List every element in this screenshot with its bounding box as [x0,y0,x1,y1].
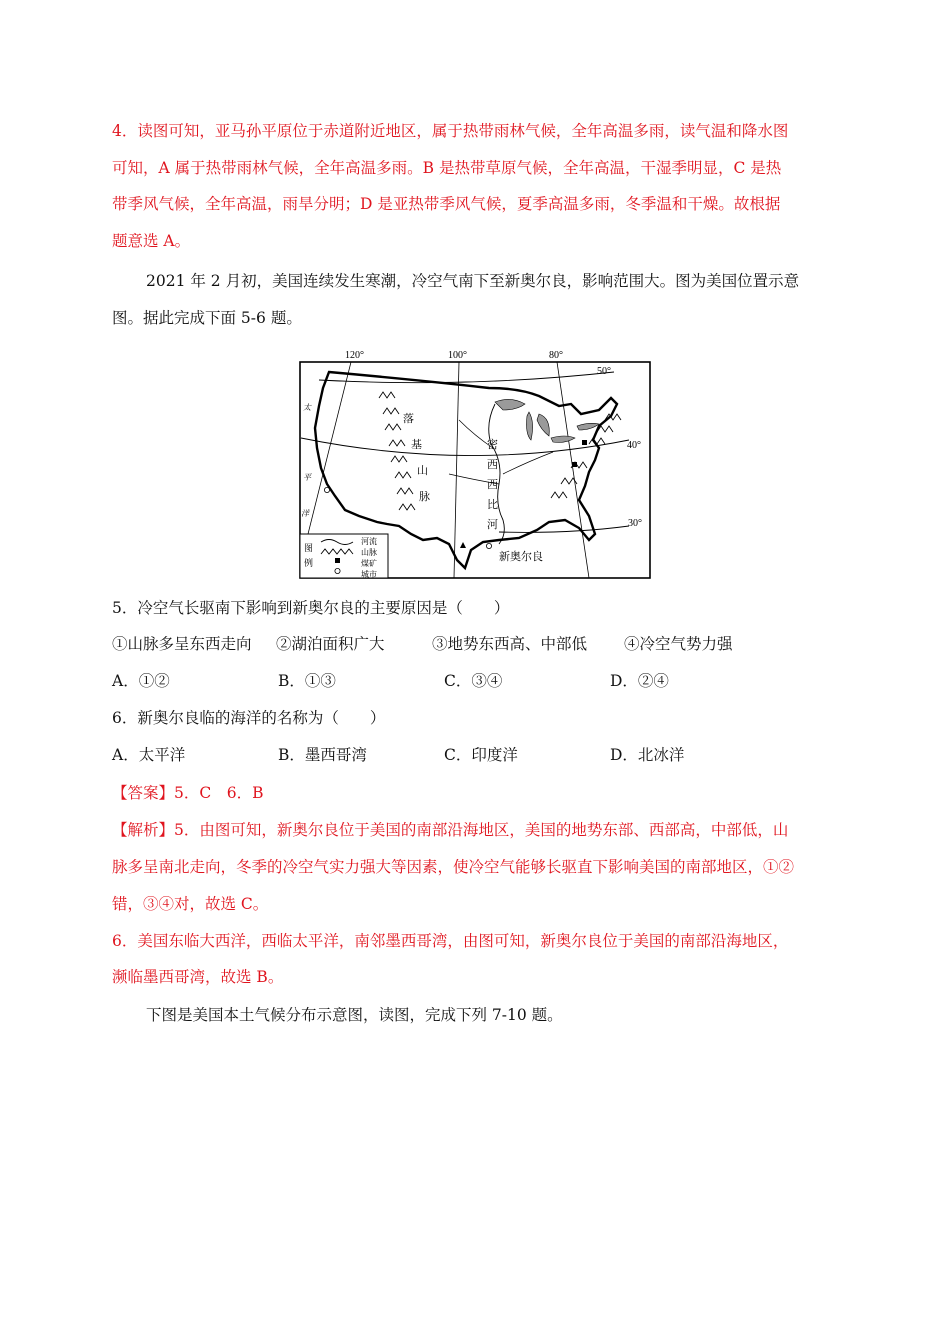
question-6-stem: 6．新奥尔良临的海洋的名称为（ ） [112,709,386,727]
explanation-4-line-4: 题意选 A。 [112,232,191,250]
latitude-label-30: 30° [628,518,642,529]
longitude-label-120: 120° [345,350,364,361]
svg-text:西: 西 [487,458,498,471]
analysis-line-5: 濒临墨西哥湾，故选 B。 [112,968,284,986]
answer-line: 【答案】5．C 6．B [112,784,264,802]
new-orleans-label: 新奥尔良 [499,550,543,563]
svg-text:城市: 城市 [361,570,377,579]
longitude-label-100: 100° [448,350,467,361]
analysis-line-3: 错，③④对，故选 C。 [112,895,269,913]
analysis-line-2: 脉多呈南北走向，冬季的冷空气实力强大等因素，使冷空气能够长驱直下影响美国的南部地区，①② [112,858,795,876]
q5-option-a: A．①② [112,672,170,690]
city-symbol [324,487,329,492]
svg-text:例: 例 [304,559,314,569]
q6-option-a: A．太平洋 [112,746,186,764]
intro-7-10: 下图是美国本土气候分布示意图，读图，完成下列 7-10 题。 [146,1006,563,1024]
svg-text:比: 比 [487,498,498,511]
latitude-label-40: 40° [627,440,641,451]
svg-text:基: 基 [411,438,422,451]
question-5-stem: 5．冷空气长驱南下影响到新奥尔良的主要原因是（ ） [112,599,510,617]
svg-text:平: 平 [303,473,311,482]
analysis-line-4: 6．美国东临大西洋，西临太平洋，南邻墨西哥湾，由图可知，新奥尔良位于美国的南部沿海地区， [112,932,789,950]
intro-5-6-line-1: 2021 年 2 月初，美国连续发生寒潮，冷空气南下至新奥尔良，影响范围大。图为美国位置示意 [146,272,800,290]
q5-statement-2: ②湖泊面积广大 [276,635,385,653]
svg-text:山: 山 [417,464,428,477]
legend-coal-symbol [335,558,340,563]
q6-option-c: C．印度洋 [444,746,518,764]
svg-text:山脉: 山脉 [361,548,377,557]
explanation-4-line-1: 4．读图可知，亚马孙平原位于赤道附近地区，属于热带雨林气候，全年高温多雨，读气温和降水图 [112,122,789,140]
svg-text:落: 落 [403,412,414,425]
map-legend [300,534,388,579]
svg-text:河流: 河流 [361,537,377,546]
svg-text:河: 河 [487,518,498,531]
q5-option-d: D．②④ [610,672,669,690]
coal-mine-symbol [572,462,577,467]
legend-title: 图 [304,544,314,554]
us-location-map [299,344,651,580]
explanation-4-line-2: 可知，A 属于热带雨林气候，全年高温多雨。B 是热带草原气候，全年高温，干湿季明显，C 是热 [112,159,782,177]
svg-text:煤矿: 煤矿 [361,559,377,568]
longitude-label-80: 80° [549,350,563,361]
new-orleans-city [486,543,491,548]
svg-text:密: 密 [487,438,498,451]
svg-text:脉: 脉 [419,490,430,503]
explanation-4-line-3: 带季风气候，全年高温，雨旱分明；D 是亚热带季风气候，夏季高温多雨，冬季温和干燥。故根据 [112,195,781,213]
svg-text:西: 西 [487,478,498,491]
q5-option-c: C．③④ [444,672,503,690]
q6-option-d: D．北冰洋 [610,746,685,764]
analysis-line-1: 【解析】5．由图可知，新奥尔良位于美国的南部沿海地区，美国的地势东部、西部高，中部低，山 [112,821,789,839]
q6-option-b: B．墨西哥湾 [278,746,367,764]
svg-text:洋: 洋 [301,509,309,518]
latitude-label-50: 50° [597,366,611,377]
intro-5-6-line-2: 图。据此完成下面 5-6 题。 [112,309,302,327]
q5-statement-1: ①山脉多呈东西走向 [112,635,252,653]
legend-city-symbol [335,568,340,573]
q5-option-b: B．①③ [278,672,336,690]
svg-text:太: 太 [303,403,311,412]
q5-statement-4: ④冷空气势力强 [624,635,733,653]
coal-mine-symbol [582,440,587,445]
q5-statement-3: ③地势东西高、中部低 [432,635,588,653]
